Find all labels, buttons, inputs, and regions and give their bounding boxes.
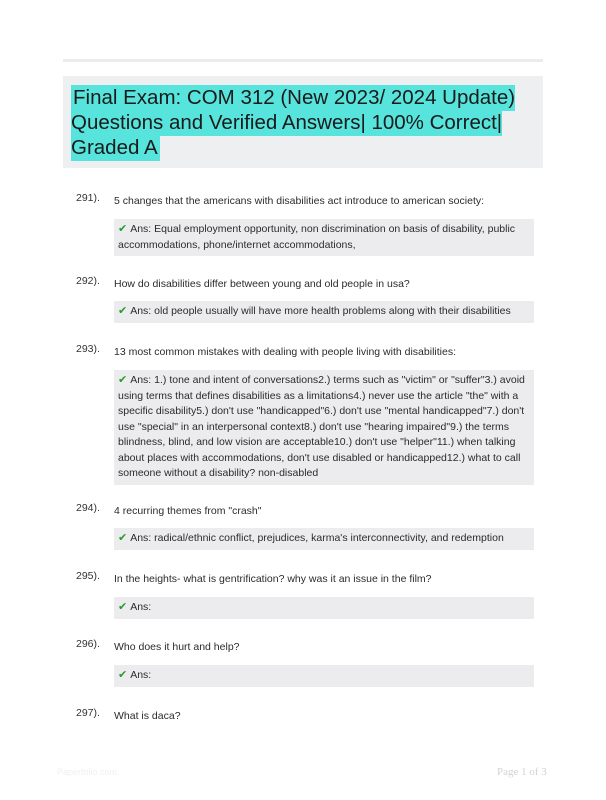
answer-text: Ans: [130, 669, 152, 681]
question-text: 4 recurring themes from "crash" [114, 505, 262, 517]
answer-text: Ans: radical/ethnic conflict, prejudices, karma's interconnectivity, and redemption [130, 532, 504, 544]
question-text: What is daca? [114, 710, 181, 722]
answer-box [114, 301, 534, 323]
checkmark-icon: ✔ [118, 374, 128, 386]
answer-text: Ans: Equal employment opportunity, non discrimination on basis of disability, public accommodations, phone/internet accommodations, [118, 223, 516, 251]
answer-box [114, 597, 534, 619]
answer-box [114, 665, 534, 687]
question-text: Who does it hurt and help? [114, 641, 240, 653]
question-number: 294). [76, 502, 100, 514]
page-title [71, 85, 536, 160]
checkmark-icon: ✔ [118, 669, 128, 681]
question-text: In the heights- what is gentrification? why was it an issue in the film? [114, 573, 432, 585]
answer-text: Ans: 1.) tone and intent of conversations2.) terms such as "victim" or "suffer"3.) avoid using terms that defines disabilities as a limitations4.) never use the article "the" with a specific disability5.) don't use "handicapped"6.) don't use "mental handicapped"7.) don't use "special" in an interpersonal context8.) don't use "hearing impaired"9.) the terms blindness, blind, and low vision are acceptable10.) don't use "helper"11.) when talking about places with accommodations, don't use disabled or handicapped12.) what to call someone without a disability? non-disabled [118, 374, 525, 479]
answer-text: Ans: [130, 601, 152, 613]
question-number: 291). [76, 192, 100, 204]
question-text: 5 changes that the americans with disabilities act introduce to american society: [114, 195, 485, 207]
question-number: 293). [76, 343, 100, 355]
question-text: 13 most common mistakes with dealing with people living with disabilities: [114, 346, 456, 358]
checkmark-icon: ✔ [118, 223, 128, 235]
question-number: 295). [76, 570, 100, 582]
answer-box [114, 219, 534, 256]
title-highlight: Final Exam: COM 312 (New 2023/ 2024 Update) Questions and Verified Answers| 100% Correct| Graded A [71, 86, 516, 159]
question-number: 296). [76, 638, 100, 650]
top-divider [63, 59, 543, 62]
question-number: 292). [76, 275, 100, 287]
checkmark-icon: ✔ [118, 532, 128, 544]
answer-box [114, 528, 534, 550]
question-text: How do disabilities differ between young and old people in usa? [114, 278, 410, 290]
answer-text: Ans: old people usually will have more health problems along with their disabilities [130, 305, 511, 317]
answer-box [114, 370, 534, 485]
checkmark-icon: ✔ [118, 305, 128, 317]
checkmark-icon: ✔ [118, 601, 128, 613]
question-number: 297). [76, 707, 100, 719]
footer-watermark: Paperfolio.com [57, 767, 118, 777]
page-number: Page 1 of 3 [497, 766, 547, 778]
